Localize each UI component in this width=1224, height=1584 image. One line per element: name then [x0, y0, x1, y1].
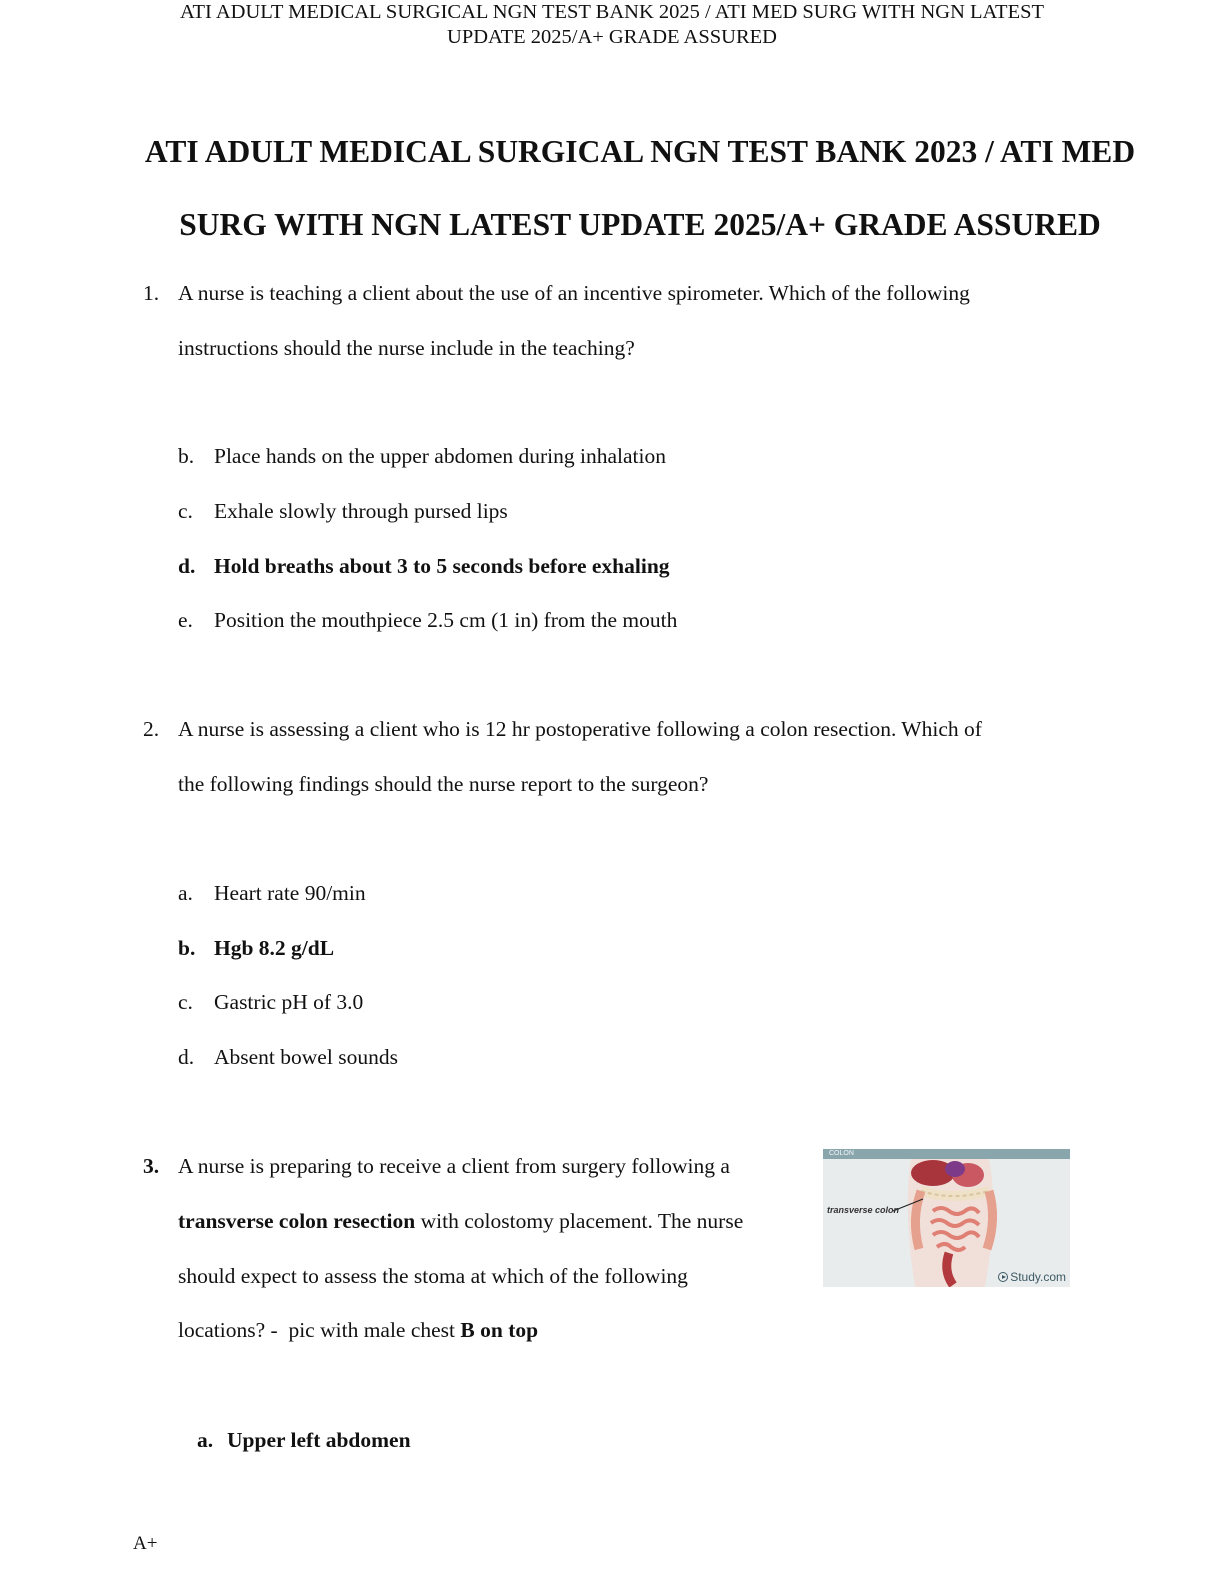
document-title-line-1: ATI ADULT MEDICAL SURGICAL NGN TEST BANK 2023 / ATI MED — [144, 134, 1136, 169]
question-stem-line — [178, 1207, 743, 1235]
question-stem-line: A nurse is preparing to receive a client from surgery following a — [178, 1154, 730, 1178]
page-footer: A+ — [133, 1533, 158, 1554]
option-text: Heart rate 90/min — [214, 881, 366, 905]
option-text: Place hands on the upper abdomen during inhalation — [214, 444, 666, 468]
emphasis-text: transverse colon resection — [178, 1209, 416, 1233]
emphasis-text: B on top — [460, 1318, 539, 1342]
question-number: 1. — [143, 281, 160, 305]
option-letter: d. — [178, 1045, 195, 1069]
correct-option-letter: b. — [178, 936, 196, 960]
option-text: Absent bowel sounds — [214, 1045, 398, 1069]
running-header — [0, 0, 1224, 50]
colon-illustration — [823, 1149, 1070, 1287]
correct-option-text: Hold breaths about 3 to 5 seconds before exhaling — [214, 554, 670, 578]
correct-option-text: Hgb 8.2 g/dL — [214, 936, 335, 960]
correct-option-letter: d. — [178, 554, 196, 578]
option-text: Position the mouthpiece 2.5 cm (1 in) from the mouth — [214, 608, 678, 632]
question-stem-line: A nurse is teaching a client about the use of an incentive spirometer. Which of the following — [178, 281, 970, 305]
option-letter: c. — [178, 990, 193, 1014]
correct-option-letter: a. — [197, 1428, 214, 1452]
running-header-line-1: ATI ADULT MEDICAL SURGICAL NGN TEST BANK 2025 / ATI MED SURG WITH NGN LATEST — [179, 1, 1045, 23]
question-number: 3. — [143, 1154, 160, 1178]
option-text: Exhale slowly through pursed lips — [214, 499, 508, 523]
question-stem-line: instructions should the nurse include in the teaching? — [178, 336, 635, 360]
question-stem-line — [178, 1316, 538, 1344]
option-letter: c. — [178, 499, 193, 523]
question-stem-line: the following findings should the nurse report to the surgeon? — [178, 772, 709, 796]
play-circle-icon — [998, 1272, 1008, 1282]
question-number: 2. — [143, 717, 160, 741]
correct-option-text: Upper left abdomen — [227, 1428, 411, 1452]
figure-brand — [998, 1270, 1066, 1284]
running-header-line-2: UPDATE 2025/A+ GRADE ASSURED — [447, 26, 777, 48]
document-title-line-2: SURG WITH NGN LATEST UPDATE 2025/A+ GRADE ASSURED — [179, 207, 1101, 242]
figure-header: COLON — [823, 1149, 1070, 1159]
anatomy-drawing — [823, 1149, 1070, 1287]
figure-brand-text: Study.com — [1010, 1270, 1066, 1284]
option-letter: b. — [178, 444, 195, 468]
option-letter: e. — [178, 608, 193, 632]
figure-label: transverse colon — [827, 1205, 900, 1215]
stem-text: with colostomy placement. The nurse — [415, 1209, 744, 1233]
question-stem-line: A nurse is assessing a client who is 12 hr postoperative following a colon resection. Which of — [178, 717, 982, 741]
stem-text: locations? - pic with male chest — [178, 1318, 461, 1342]
option-letter: a. — [178, 881, 193, 905]
question-stem-line: should expect to assess the stoma at which of the following — [178, 1264, 688, 1288]
option-text: Gastric pH of 3.0 — [214, 990, 364, 1014]
